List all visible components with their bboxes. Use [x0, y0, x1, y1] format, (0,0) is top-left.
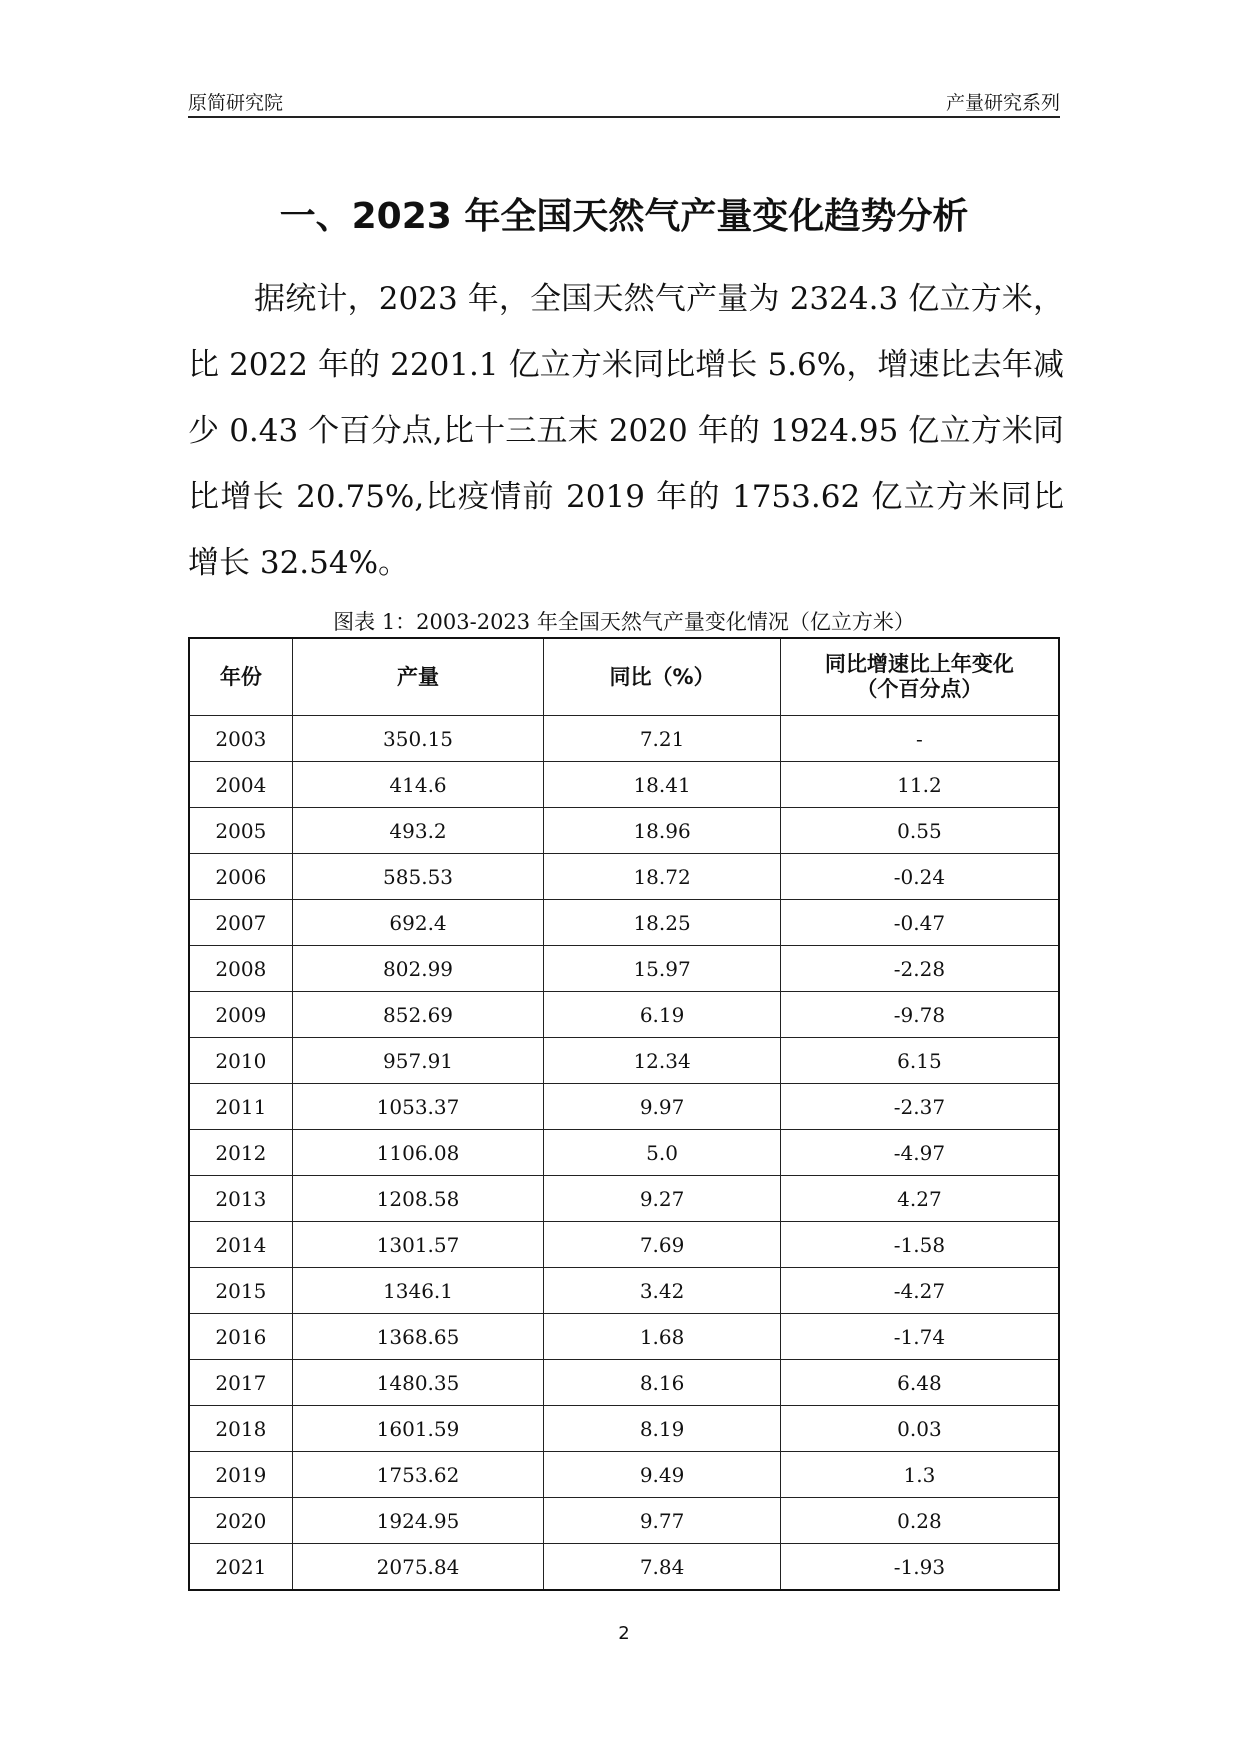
cell-production: 1601.59 — [292, 1406, 544, 1452]
cell-production: 1480.35 — [292, 1360, 544, 1406]
table-row — [189, 1084, 1059, 1130]
table-row — [189, 1544, 1059, 1591]
header-yoy: 同比（%） — [544, 638, 781, 716]
cell-production: 1106.08 — [292, 1130, 544, 1176]
cell-production: 692.4 — [292, 900, 544, 946]
cell-production: 1753.62 — [292, 1452, 544, 1498]
page-number: 2 — [618, 1623, 630, 1644]
header-growth-change: 同比增速比上年变化 （个百分点） — [780, 638, 1059, 716]
table-caption: 图表 1：2003-2023 年全国天然气产量变化情况（亿立方米） — [333, 610, 915, 634]
table-body — [189, 716, 1059, 1591]
table-row — [189, 1268, 1059, 1314]
cell-yoy: 7.21 — [544, 716, 781, 762]
header-production: 产量 — [292, 638, 544, 716]
cell-year: 2017 — [189, 1360, 292, 1406]
cell-yoy: 9.97 — [544, 1084, 781, 1130]
cell-year: 2015 — [189, 1268, 292, 1314]
cell-year: 2012 — [189, 1130, 292, 1176]
cell-growth-change: -1.74 — [780, 1314, 1059, 1360]
cell-yoy: 9.49 — [544, 1452, 781, 1498]
cell-year: 2011 — [189, 1084, 292, 1130]
cell-yoy: 3.42 — [544, 1268, 781, 1314]
table-row — [189, 762, 1059, 808]
cell-yoy: 7.84 — [544, 1544, 781, 1591]
table-row — [189, 1314, 1059, 1360]
cell-year: 2003 — [189, 716, 292, 762]
cell-growth-change: 6.15 — [780, 1038, 1059, 1084]
cell-growth-change: 4.27 — [780, 1176, 1059, 1222]
header-year: 年份 — [189, 638, 292, 716]
cell-growth-change: -4.27 — [780, 1268, 1059, 1314]
cell-production: 1053.37 — [292, 1084, 544, 1130]
cell-year: 2007 — [189, 900, 292, 946]
table-row — [189, 900, 1059, 946]
cell-year: 2008 — [189, 946, 292, 992]
cell-production: 350.15 — [292, 716, 544, 762]
cell-year: 2004 — [189, 762, 292, 808]
table-row — [189, 1360, 1059, 1406]
cell-yoy: 15.97 — [544, 946, 781, 992]
cell-growth-change: - — [780, 716, 1059, 762]
cell-yoy: 5.0 — [544, 1130, 781, 1176]
cell-yoy: 9.27 — [544, 1176, 781, 1222]
cell-growth-change: -0.47 — [780, 900, 1059, 946]
table-row — [189, 1130, 1059, 1176]
cell-production: 1346.1 — [292, 1268, 544, 1314]
table-row — [189, 716, 1059, 762]
cell-yoy: 18.72 — [544, 854, 781, 900]
cell-yoy: 12.34 — [544, 1038, 781, 1084]
header-org-name: 原简研究院 — [188, 92, 284, 114]
cell-yoy: 7.69 — [544, 1222, 781, 1268]
cell-growth-change: -2.37 — [780, 1084, 1059, 1130]
table-row — [189, 1406, 1059, 1452]
cell-year: 2018 — [189, 1406, 292, 1452]
table-header-row — [189, 638, 1059, 716]
cell-yoy: 18.25 — [544, 900, 781, 946]
cell-year: 2006 — [189, 854, 292, 900]
cell-yoy: 9.77 — [544, 1498, 781, 1544]
cell-growth-change: 0.55 — [780, 808, 1059, 854]
cell-yoy: 8.19 — [544, 1406, 781, 1452]
cell-production: 1208.58 — [292, 1176, 544, 1222]
cell-growth-change: -4.97 — [780, 1130, 1059, 1176]
cell-year: 2020 — [189, 1498, 292, 1544]
table-row — [189, 992, 1059, 1038]
cell-production: 1924.95 — [292, 1498, 544, 1544]
cell-year: 2014 — [189, 1222, 292, 1268]
cell-production: 1301.57 — [292, 1222, 544, 1268]
body-paragraph: 据统计，2023 年，全国天然气产量为 2324.3 亿立方米，比 2022 年的 2201.1 亿立方米同比增长 5.6%，增速比去年减少 0.43 个百分点,比十三五末 2020 年的 1924.95 亿立方米同比增长 20.75%,比疫情前 2019 年的 1753.62 亿立方米同比增长 32.54%。 — [188, 281, 1064, 581]
cell-growth-change: -2.28 — [780, 946, 1059, 992]
cell-production: 585.53 — [292, 854, 544, 900]
cell-year: 2005 — [189, 808, 292, 854]
table-row — [189, 808, 1059, 854]
cell-growth-change: 1.3 — [780, 1452, 1059, 1498]
cell-yoy: 18.96 — [544, 808, 781, 854]
cell-year: 2013 — [189, 1176, 292, 1222]
cell-year: 2016 — [189, 1314, 292, 1360]
cell-growth-change: 0.03 — [780, 1406, 1059, 1452]
cell-production: 802.99 — [292, 946, 544, 992]
cell-production: 1368.65 — [292, 1314, 544, 1360]
production-table — [188, 637, 1060, 1591]
cell-yoy: 8.16 — [544, 1360, 781, 1406]
cell-yoy: 18.41 — [544, 762, 781, 808]
cell-growth-change: 6.48 — [780, 1360, 1059, 1406]
cell-growth-change: -1.93 — [780, 1544, 1059, 1591]
page-header — [188, 88, 1060, 118]
cell-growth-change: -1.58 — [780, 1222, 1059, 1268]
cell-year: 2010 — [189, 1038, 292, 1084]
cell-production: 2075.84 — [292, 1544, 544, 1591]
cell-production: 957.91 — [292, 1038, 544, 1084]
cell-year: 2009 — [189, 992, 292, 1038]
table-row — [189, 1038, 1059, 1084]
cell-year: 2021 — [189, 1544, 292, 1591]
cell-growth-change: -9.78 — [780, 992, 1059, 1038]
table-row — [189, 1176, 1059, 1222]
cell-growth-change: -0.24 — [780, 854, 1059, 900]
table-row — [189, 854, 1059, 900]
cell-growth-change: 11.2 — [780, 762, 1059, 808]
table-row — [189, 1222, 1059, 1268]
table-row — [189, 1498, 1059, 1544]
cell-yoy: 6.19 — [544, 992, 781, 1038]
cell-yoy: 1.68 — [544, 1314, 781, 1360]
cell-production: 852.69 — [292, 992, 544, 1038]
cell-production: 414.6 — [292, 762, 544, 808]
table-row — [189, 946, 1059, 992]
cell-production: 493.2 — [292, 808, 544, 854]
header-series-name: 产量研究系列 — [945, 92, 1060, 114]
table-row — [189, 1452, 1059, 1498]
cell-year: 2019 — [189, 1452, 292, 1498]
section-title: 一、2023 年全国天然气产量变化趋势分析 — [279, 196, 969, 237]
cell-growth-change: 0.28 — [780, 1498, 1059, 1544]
